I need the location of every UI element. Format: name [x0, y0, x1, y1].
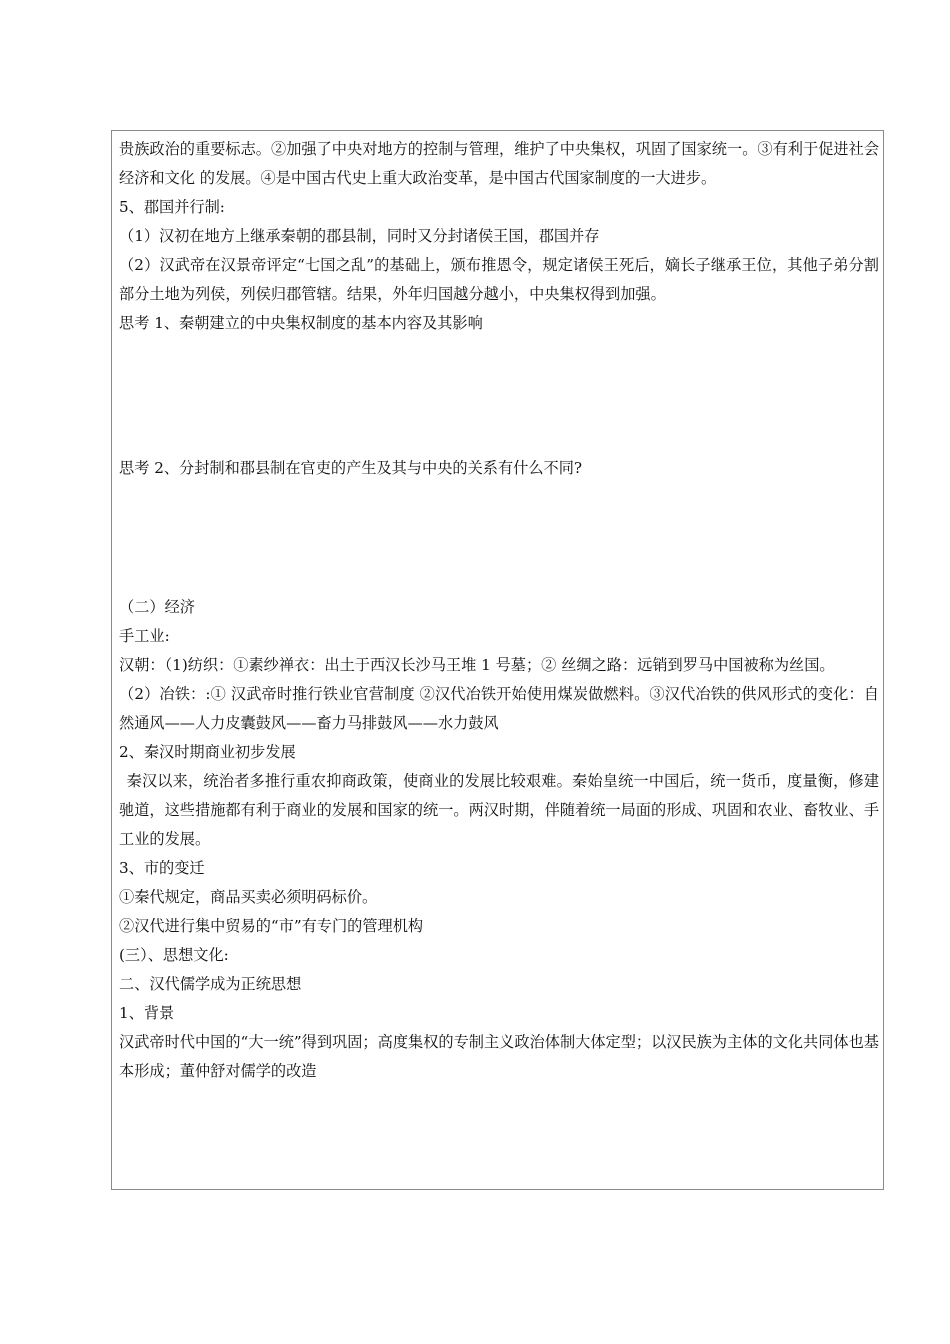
paragraph-textile: 汉朝：（1)纺织：①素纱禅衣：出土于西汉长沙马王堆 1 号墓；② 丝绸之路：远销到罗马中国被称为丝国。 — [119, 656, 835, 674]
heading-economy: （二）经济 — [119, 598, 195, 616]
heading-thought-culture: (三）、思想文化: — [119, 946, 229, 964]
paragraph-commerce: 秦汉以来，统治者多推行重农抑商政策，使商业的发展比较艰难。秦始皇统一中国后，统一货币，度量衡，修建驰道，这些措施都有利于商业的发展和国家的统一。两汉时期，伴随着统一局面的形成、巩固和农业、畜牧业、手工业的发展。 — [119, 772, 879, 848]
paragraph-background: 汉武帝时代中国的“大一统”得到巩固；高度集权的专制主义政治体制大体定型；以汉民族为主体的文化共同体也基本形成；董仲舒对儒学的改造 — [119, 1033, 879, 1080]
question-2: 思考 2、分封制和郡县制在官吏的产生及其与中央的关系有什么不同? — [119, 459, 583, 477]
question-1: 思考 1、秦朝建立的中央集权制度的基本内容及其影响 — [119, 314, 483, 332]
paragraph-market-han: ②汉代进行集中贸易的“市”有专门的管理机构 — [119, 917, 424, 935]
heading-junguo-system: 5、郡国并行制: — [119, 198, 225, 216]
document-frame — [111, 130, 884, 1190]
paragraph-market-qin: ①秦代规定，商品买卖必须明码标价。 — [119, 888, 378, 906]
heading-market: 3、市的变迁 — [119, 859, 205, 877]
paragraph-han-wudi: （2）汉武帝在汉景帝评定“七国之乱”的基础上，颁布推恩令，规定诸侯王死后，嫡长子继承王位，其他子弟分割部分土地为列侯，列侯归郡管辖。结果，外年归国越分越小，中央集权得到加强。 — [119, 256, 879, 303]
heading-commerce: 2、秦汉时期商业初步发展 — [119, 743, 296, 761]
answer-space-2 — [119, 483, 879, 593]
heading-confucianism: 二、汉代儒学成为正统思想 — [119, 975, 302, 993]
paragraph-impact-end: 贵族政治的重要标志。②加强了中央对地方的控制与管理，维护了中央集权，巩固了国家统一。③有利于促进社会经济和文化 的发展。④是中国古代史上重大政治变革，是中国古代国家制度的一大进步。 — [119, 140, 879, 187]
paragraph-han-early: （1）汉初在地方上继承秦朝的郡县制，同时又分封诸侯王国，郡国并存 — [119, 227, 600, 245]
paragraph-iron: （2）冶铁：:① 汉武帝时推行铁业官营制度 ②汉代冶铁开始使用煤炭做燃料。③汉代冶铁的供风形式的变化：自然通风——人力皮囊鼓风——畜力马排鼓风——水力鼓风 — [119, 685, 879, 732]
heading-background: 1、背景 — [119, 1004, 175, 1022]
answer-space-1 — [119, 338, 879, 454]
document-body — [119, 135, 879, 1086]
heading-handicraft: 手工业: — [119, 627, 170, 645]
